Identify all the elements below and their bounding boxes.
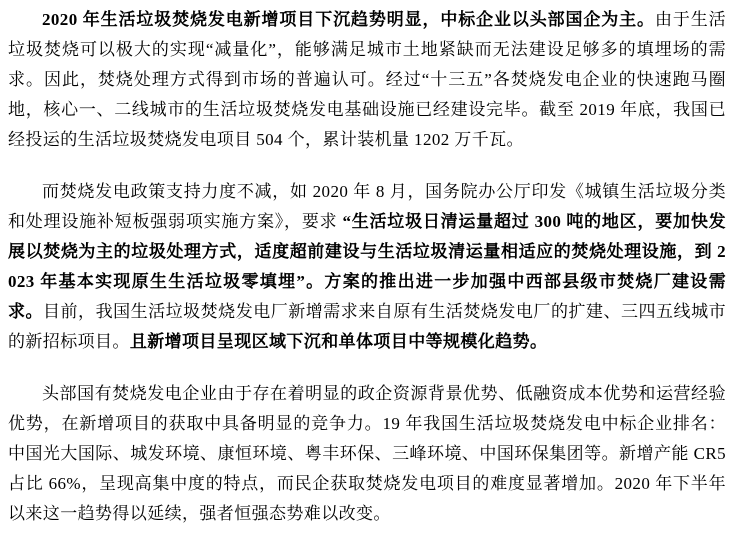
paragraph: [8, 379, 726, 529]
text-run: “生活垃圾日清运量超过 300 吨的地区，要加快发展以焚烧为主的垃圾处理方式，适度超前建设与生活垃圾清运量相适应的焚烧处理设施，到 2023 年基本实现原生生活垃圾零填埋”。方案的推出进一步加强中西部县级市焚烧厂建设需求。: [8, 212, 727, 321]
text-run: 目前，我国生活垃圾焚烧发电厂新增需求来自原有生活焚烧发电厂的扩建、三四五线城市的新招标项目。: [8, 302, 726, 351]
text-run: 2020 年生活垃圾焚烧发电新增项目下沉趋势明显，中标企业以头部国企为主。: [42, 10, 655, 29]
paragraph: [8, 5, 726, 155]
text-run: 而焚烧发电政策支持力度不减，如 2020 年 8 月，国务院办公厅印发《城镇生活垃圾分类和处理设施补短板强弱项实施方案》，要求: [8, 182, 726, 231]
document-body: [8, 5, 726, 529]
text-run: 头部国有焚烧发电企业由于存在着明显的政企资源背景优势、低融资成本优势和运营经验优势，在新增项目的获取中具备明显的竞争力。19 年我国生活垃圾焚烧发电中标企业排名：中国光大国际、城发环境、康恒环境、粤丰环保、三峰环境、中国环保集团等。新增产能 CR5 占比 66%，呈现高集中度的特点，而民企获取焚烧发电项目的难度显著增加。2020 年下半年以来这一趋势得以延续，强者恒强态势难以改变。: [8, 384, 726, 523]
text-run: 且新增项目呈现区域下沉和单体项目中等规模化趋势。: [129, 332, 548, 351]
text-run: 由于生活垃圾焚烧可以极大的实现“减量化”，能够满足城市土地紧缺而无法建设足够多的填埋场的需求。因此，焚烧处理方式得到市场的普遍认可。经过“十三五”各焚烧发电企业的快速跑马圈地，核心一、二线城市的生活垃圾焚烧发电基础设施已经建设完毕。截至 2019 年底，我国已经投运的生活垃圾焚烧发电项目 504 个，累计装机量 1202 万千瓦。: [8, 10, 726, 149]
paragraph: [8, 177, 726, 357]
